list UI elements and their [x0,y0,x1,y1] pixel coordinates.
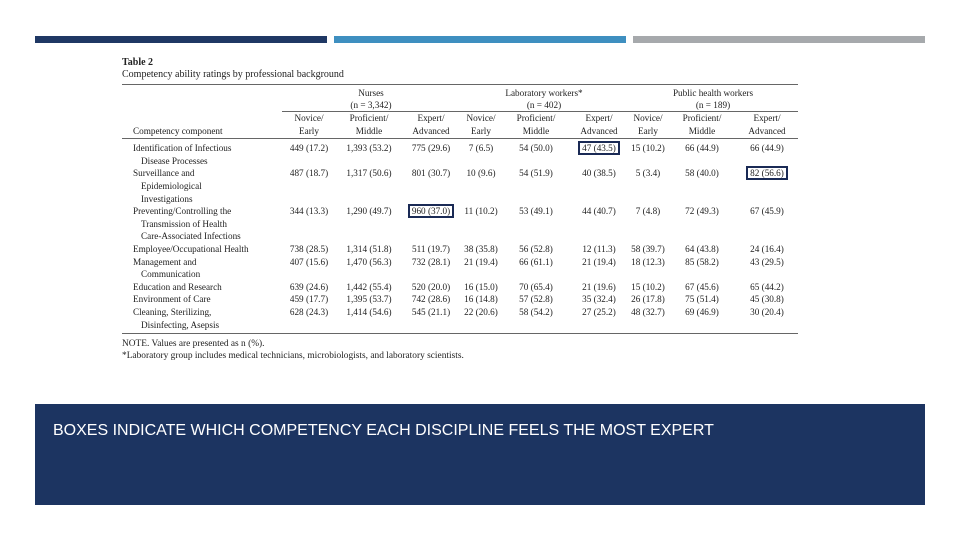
value-cell: 12 (11.3) [582,243,616,254]
highlight-box: 82 (56.6) [750,168,784,179]
value-cell: 1,290 (49.7) [346,206,392,217]
competency-label: Cleaning, Sterilizing, Disinfecting, Asepsis [133,306,220,330]
value-cell: 16 (14.8) [464,294,498,305]
value-cell: 16 (15.0) [464,281,498,292]
competency-label: Preventing/Controlling the Transmission of Health Care-Associated Infections [133,206,241,242]
competency-label: Surveillance and Epidemiological Investigations [133,168,202,204]
subheader-cell: Expert/ Advanced [412,113,450,136]
value-cell: 54 (50.0) [519,143,553,154]
competency-label: Environment of Care [133,294,211,305]
value-cell: 1,414 (54.6) [346,306,392,317]
value-cell: 545 (21.1) [411,306,451,317]
value-cell: 38 (35.8) [464,243,498,254]
value-cell: 72 (49.3) [685,206,719,217]
value-cell: 69 (46.9) [685,306,719,317]
value-cell: 1,470 (56.3) [346,256,392,267]
table-body [122,139,798,331]
value-cell: 30 (20.4) [750,306,784,317]
value-cell: 66 (61.1) [519,256,553,267]
value-cell: 738 (28.5) [289,243,329,254]
value-cell: 58 (54.2) [519,306,553,317]
table-row [122,256,798,281]
table-row [122,205,798,243]
table-row [122,281,798,294]
value-cell: 70 (65.4) [519,281,553,292]
subheader-cell: Novice/ Early [633,113,663,136]
table-row [122,139,798,168]
value-cell: 459 (17.7) [289,294,329,305]
competency-label: Identification of Infectious Disease Processes [133,143,232,166]
value-cell: 24 (16.4) [750,243,784,254]
value-cell: 18 (12.3) [631,256,665,267]
value-cell: 5 (3.4) [635,168,661,179]
value-cell: 407 (15.6) [289,256,329,267]
value-cell: 21 (19.4) [582,256,616,267]
table-row [122,243,798,256]
subheader-cell: Expert/ Advanced [748,113,786,136]
value-cell: 639 (24.6) [289,281,329,292]
value-cell: 54 (51.9) [519,168,553,179]
subheader-cell: Novice/ Early [294,113,324,136]
value-cell: 511 (19.7) [412,243,450,254]
caption-banner [35,404,925,505]
value-cell: 628 (24.3) [289,306,329,317]
table-row [122,306,798,331]
value-cell: 15 (10.2) [631,143,665,154]
value-cell: 58 (39.7) [631,243,665,254]
value-cell: 487 (18.7) [289,168,329,179]
value-cell: 53 (49.1) [519,206,553,217]
value-cell: 11 (10.2) [464,206,498,217]
table-row [122,167,798,205]
value-cell: 1,317 (50.6) [346,168,392,179]
value-cell: 64 (43.8) [685,243,719,254]
accent-bar-navy [35,36,327,43]
value-cell: 801 (30.7) [411,168,451,179]
table-notes [122,338,798,362]
component-header: Competency component [133,125,223,136]
value-cell: 58 (40.0) [685,168,719,179]
competency-table [122,85,798,331]
value-cell: 10 (9.6) [466,168,496,179]
table-figure [122,57,798,362]
value-cell: 67 (45.9) [750,206,784,217]
value-cell: 15 (10.2) [631,281,665,292]
group-public-health: Public health workers (n = 189) [628,85,798,112]
highlight-box: 47 (43.5) [582,143,616,154]
value-cell: 520 (20.0) [411,281,451,292]
value-cell: 43 (29.5) [750,256,784,267]
value-cell: 66 (44.9) [685,143,719,154]
value-cell: 1,393 (53.2) [346,143,392,154]
value-cell [402,205,460,243]
value-cell: 40 (38.5) [582,168,616,179]
subheader-cell: Proficient/ Middle [349,113,389,136]
subheader-row [122,112,798,139]
value-cell: 21 (19.6) [582,281,616,292]
value-cell: 56 (52.8) [519,243,553,254]
value-cell: 449 (17.2) [289,143,329,154]
value-cell: 57 (52.8) [519,294,553,305]
value-cell: 75 (51.4) [685,294,719,305]
value-cell: 66 (44.9) [750,143,784,154]
value-cell: 7 (4.8) [635,206,661,217]
value-cell: 775 (29.6) [411,143,451,154]
value-cell: 21 (19.4) [464,256,498,267]
value-cell: 44 (40.7) [582,206,616,217]
value-cell [570,139,628,168]
value-cell: 26 (17.8) [631,294,665,305]
table-caption: Competency ability ratings by professional background [122,69,344,80]
competency-label: Management and Communication [133,256,201,280]
group-nurses: Nurses (n = 3,342) [282,85,460,112]
table-footnote: *Laboratory group includes medical technicians, microbiologists, and laboratory scientists. [122,351,464,362]
value-cell: 1,314 (51.8) [346,243,392,254]
value-cell: 67 (45.6) [685,281,719,292]
value-cell: 1,395 (53.7) [346,294,392,305]
value-cell: 1,442 (55.4) [346,281,392,292]
table-number: Table 2 [122,57,154,68]
table-bottom-rule [122,333,798,334]
value-cell: 732 (28.1) [411,256,451,267]
accent-bar-blue [334,36,626,43]
table-note: NOTE. Values are presented as n (%). [122,339,265,350]
value-cell: 65 (44.2) [750,281,784,292]
subheader-cell: Proficient/ Middle [682,113,722,136]
value-cell [736,167,798,205]
banner-text: BOXES INDICATE WHICH COMPETENCY EACH DISCIPLINE FEELS THE MOST EXPERT [53,422,714,439]
competency-label: Employee/Occupational Health [133,243,249,254]
table-row [122,293,798,306]
value-cell: 48 (32.7) [631,306,665,317]
subheader-cell: Proficient/ Middle [516,113,556,136]
group-laboratory: Laboratory workers* (n = 402) [460,85,628,112]
value-cell: 27 (25.2) [582,306,616,317]
group-header-row [122,85,798,112]
subheader-cell: Novice/ Early [466,113,496,136]
value-cell: 22 (20.6) [464,306,498,317]
value-cell: 344 (13.3) [289,206,329,217]
value-cell: 85 (58.2) [685,256,719,267]
value-cell: 7 (6.5) [468,143,494,154]
accent-bar-gray [633,36,925,43]
subheader-cell: Expert/ Advanced [580,113,618,136]
value-cell: 45 (30.8) [750,294,784,305]
value-cell: 35 (32.4) [582,294,616,305]
value-cell: 742 (28.6) [411,294,451,305]
competency-label: Education and Research [133,281,222,292]
highlight-box: 960 (37.0) [411,206,451,217]
